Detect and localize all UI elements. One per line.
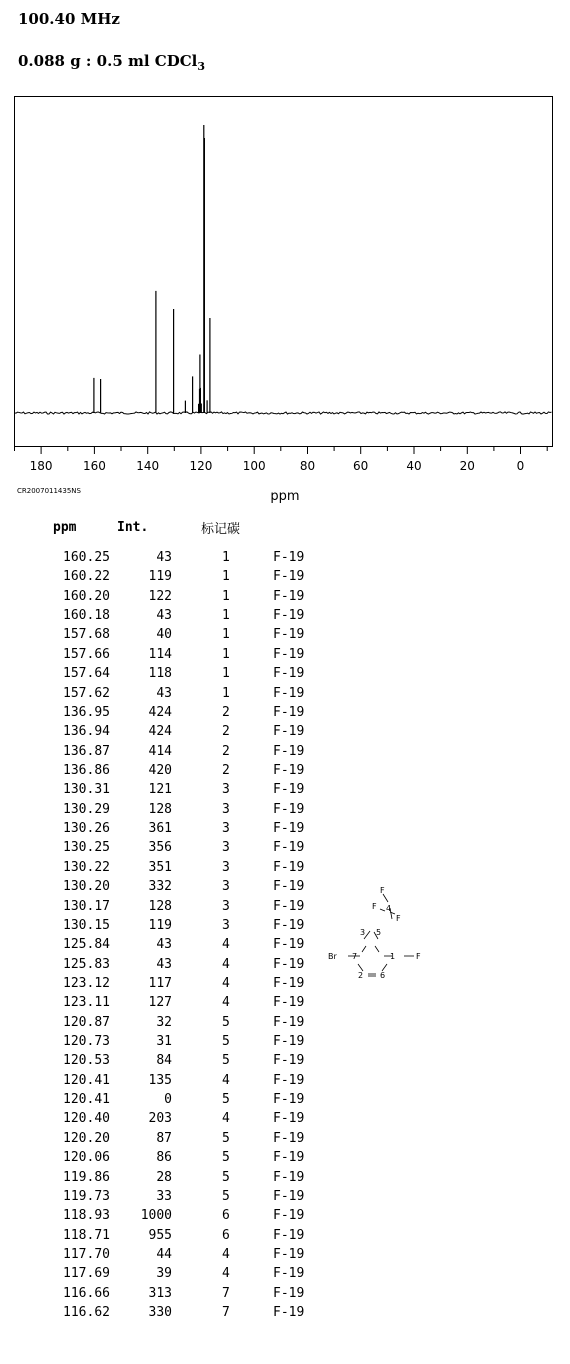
cell-int: 119 bbox=[148, 569, 172, 585]
nmr-spectrum-chart bbox=[0, 88, 570, 508]
cell-ppm: 136.87 bbox=[63, 743, 110, 759]
cell-ppm: 120.41 bbox=[63, 1072, 110, 1088]
cell-coupling: F-19 bbox=[273, 1208, 305, 1224]
x-tick-label: 100 bbox=[242, 459, 266, 473]
cell-ppm: 120.06 bbox=[63, 1150, 110, 1166]
cell-coupling: F-19 bbox=[273, 1111, 305, 1127]
cell-coupling: F-19 bbox=[273, 1092, 305, 1108]
frequency-label: 100.40 MHz bbox=[18, 10, 120, 28]
x-tick-label: 160 bbox=[82, 459, 106, 473]
cell-coupling: F-19 bbox=[273, 743, 305, 759]
sample-main: 0.088 g : 0.5 ml CDCl bbox=[18, 52, 198, 70]
cell-coupling: F-19 bbox=[273, 975, 305, 991]
cell-int: 414 bbox=[148, 743, 172, 759]
cell-coupling: F-19 bbox=[273, 917, 305, 933]
sample-subscript: 3 bbox=[197, 60, 206, 73]
cell-int: 1000 bbox=[140, 1208, 172, 1224]
atom-c4: 4 bbox=[386, 904, 392, 913]
cell-int: 31 bbox=[156, 1034, 172, 1049]
cell-coupling: F-19 bbox=[273, 1247, 305, 1262]
cell-ppm: 117.70 bbox=[63, 1247, 110, 1262]
cell-carbon: 6 bbox=[222, 1227, 230, 1243]
cell-ppm: 136.86 bbox=[63, 763, 110, 778]
x-tick-label: 80 bbox=[299, 459, 316, 473]
cell-coupling: F-19 bbox=[273, 898, 305, 914]
cell-carbon: 5 bbox=[222, 1053, 230, 1069]
cell-int: 43 bbox=[156, 956, 172, 972]
cell-ppm: 130.29 bbox=[63, 801, 110, 817]
cell-int: 356 bbox=[148, 840, 172, 856]
cell-carbon: 4 bbox=[222, 975, 230, 991]
cell-coupling: F-19 bbox=[273, 550, 305, 565]
cell-carbon: 5 bbox=[222, 1014, 230, 1030]
x-axis-title: ppm bbox=[270, 489, 300, 504]
cell-carbon: 5 bbox=[222, 1169, 230, 1185]
atom-f-left: F bbox=[372, 902, 377, 911]
cell-int: 122 bbox=[148, 588, 172, 604]
cell-coupling: F-19 bbox=[273, 937, 305, 953]
table-header-0: ppm bbox=[53, 520, 77, 535]
cell-int: 203 bbox=[148, 1111, 172, 1127]
cell-coupling: F-19 bbox=[273, 608, 305, 624]
cell-coupling: F-19 bbox=[273, 1227, 305, 1243]
cell-int: 43 bbox=[156, 685, 172, 701]
cell-carbon: 2 bbox=[222, 704, 230, 720]
cell-ppm: 130.15 bbox=[63, 917, 110, 933]
cell-carbon: 1 bbox=[222, 627, 230, 643]
cell-carbon: 3 bbox=[222, 801, 230, 817]
cell-carbon: 5 bbox=[222, 1130, 230, 1146]
cell-carbon: 5 bbox=[222, 1092, 230, 1108]
cell-int: 332 bbox=[148, 879, 172, 895]
cell-carbon: 1 bbox=[222, 588, 230, 604]
cell-coupling: F-19 bbox=[273, 1130, 305, 1146]
cell-coupling: F-19 bbox=[273, 1053, 305, 1069]
x-tick-label: 0 bbox=[516, 459, 525, 473]
cell-ppm: 116.62 bbox=[63, 1305, 110, 1320]
cell-ppm: 130.25 bbox=[63, 840, 110, 856]
cell-int: 43 bbox=[156, 550, 172, 565]
cell-int: 330 bbox=[148, 1305, 172, 1320]
cell-ppm: 136.95 bbox=[63, 704, 110, 720]
cell-ppm: 119.86 bbox=[63, 1169, 110, 1185]
cell-int: 43 bbox=[156, 608, 172, 624]
cell-ppm: 157.68 bbox=[63, 627, 110, 643]
cell-ppm: 123.12 bbox=[63, 975, 110, 991]
cell-carbon: 2 bbox=[222, 743, 230, 759]
cell-int: 119 bbox=[148, 917, 172, 933]
cell-int: 117 bbox=[148, 975, 172, 991]
cell-int: 313 bbox=[148, 1285, 172, 1301]
cell-carbon: 6 bbox=[222, 1208, 230, 1224]
cell-coupling: F-19 bbox=[273, 1014, 305, 1030]
x-tick-label: 20 bbox=[459, 459, 475, 473]
cell-ppm: 119.73 bbox=[63, 1188, 110, 1204]
cell-int: 121 bbox=[148, 782, 172, 798]
cell-ppm: 120.73 bbox=[63, 1034, 110, 1049]
cell-int: 955 bbox=[148, 1227, 172, 1243]
atom-c2: 2 bbox=[358, 971, 364, 980]
cell-coupling: F-19 bbox=[273, 1266, 305, 1282]
cell-carbon: 1 bbox=[222, 550, 230, 565]
cell-ppm: 120.87 bbox=[63, 1014, 110, 1030]
cell-int: 114 bbox=[148, 646, 172, 662]
cell-coupling: F-19 bbox=[273, 995, 305, 1011]
cell-int: 0 bbox=[164, 1092, 172, 1108]
atom-c3: 3 bbox=[360, 928, 366, 937]
cell-coupling: F-19 bbox=[273, 821, 305, 836]
cell-coupling: F-19 bbox=[273, 1188, 305, 1204]
cell-int: 361 bbox=[148, 821, 172, 836]
cell-int: 43 bbox=[156, 937, 172, 953]
cell-coupling: F-19 bbox=[273, 782, 305, 798]
cell-ppm: 120.53 bbox=[63, 1053, 110, 1069]
cell-ppm: 117.69 bbox=[63, 1266, 110, 1282]
cell-int: 44 bbox=[156, 1247, 172, 1262]
cell-carbon: 5 bbox=[222, 1188, 230, 1204]
cell-int: 135 bbox=[148, 1072, 172, 1088]
cell-ppm: 130.31 bbox=[63, 782, 110, 798]
cell-coupling: F-19 bbox=[273, 1150, 305, 1166]
cell-ppm: 130.20 bbox=[63, 879, 110, 895]
cell-carbon: 5 bbox=[222, 1034, 230, 1049]
cell-int: 33 bbox=[156, 1188, 172, 1204]
cell-coupling: F-19 bbox=[273, 840, 305, 856]
atom-c5: 5 bbox=[376, 928, 382, 937]
cell-coupling: F-19 bbox=[273, 1305, 305, 1320]
cell-carbon: 2 bbox=[222, 724, 230, 740]
cell-carbon: 3 bbox=[222, 782, 230, 798]
cell-carbon: 3 bbox=[222, 859, 230, 875]
x-axis-ticks bbox=[15, 447, 548, 474]
cell-carbon: 1 bbox=[222, 646, 230, 662]
cell-carbon: 4 bbox=[222, 1072, 230, 1088]
cell-ppm: 160.25 bbox=[63, 550, 110, 565]
cell-ppm: 136.94 bbox=[63, 724, 110, 740]
x-tick-label: 180 bbox=[29, 459, 53, 473]
plot-frame bbox=[15, 97, 553, 447]
cell-coupling: F-19 bbox=[273, 956, 305, 972]
table-header-2: 标记碳 bbox=[201, 522, 241, 537]
cell-int: 128 bbox=[148, 898, 172, 914]
cell-coupling: F-19 bbox=[273, 724, 305, 740]
cell-int: 424 bbox=[148, 704, 172, 720]
cell-ppm: 130.26 bbox=[63, 821, 110, 836]
x-tick-label: 140 bbox=[136, 459, 160, 473]
cell-ppm: 118.71 bbox=[63, 1227, 110, 1243]
cell-int: 424 bbox=[148, 724, 172, 740]
cell-carbon: 7 bbox=[222, 1305, 230, 1320]
cell-coupling: F-19 bbox=[273, 627, 305, 643]
atom-f-ring: F bbox=[416, 952, 421, 961]
cell-carbon: 4 bbox=[222, 1247, 230, 1262]
cell-carbon: 3 bbox=[222, 840, 230, 856]
peaks-group bbox=[94, 125, 210, 413]
cell-carbon: 7 bbox=[222, 1285, 230, 1301]
cell-ppm: 160.18 bbox=[63, 608, 110, 624]
cell-carbon: 3 bbox=[222, 821, 230, 836]
cell-coupling: F-19 bbox=[273, 704, 305, 720]
cell-int: 127 bbox=[148, 995, 172, 1011]
atom-f-right: F bbox=[396, 914, 401, 923]
cell-coupling: F-19 bbox=[273, 685, 305, 701]
cell-int: 87 bbox=[156, 1130, 172, 1146]
cell-carbon: 2 bbox=[222, 763, 230, 778]
cell-carbon: 4 bbox=[222, 1266, 230, 1282]
cell-carbon: 4 bbox=[222, 956, 230, 972]
cell-ppm: 157.66 bbox=[63, 646, 110, 662]
cell-carbon: 5 bbox=[222, 1150, 230, 1166]
cell-ppm: 123.11 bbox=[63, 995, 110, 1011]
cell-carbon: 3 bbox=[222, 879, 230, 895]
cell-carbon: 1 bbox=[222, 685, 230, 701]
cell-carbon: 4 bbox=[222, 1111, 230, 1127]
cell-int: 128 bbox=[148, 801, 172, 817]
cell-int: 86 bbox=[156, 1150, 172, 1166]
cell-int: 39 bbox=[156, 1266, 172, 1282]
table-header-1: Int. bbox=[117, 520, 149, 535]
molecule-structure bbox=[300, 882, 460, 982]
cell-coupling: F-19 bbox=[273, 879, 305, 895]
cell-ppm: 160.20 bbox=[63, 588, 110, 604]
atom-br: Br bbox=[328, 952, 337, 961]
cell-ppm: 120.41 bbox=[63, 1092, 110, 1108]
sample-code: CR2007011435NS bbox=[17, 487, 81, 495]
cell-coupling: F-19 bbox=[273, 801, 305, 817]
cell-coupling: F-19 bbox=[273, 569, 305, 585]
cell-ppm: 130.22 bbox=[63, 859, 110, 875]
cell-coupling: F-19 bbox=[273, 666, 305, 682]
atom-f-top: F bbox=[380, 886, 385, 895]
cell-coupling: F-19 bbox=[273, 1034, 305, 1049]
cell-coupling: F-19 bbox=[273, 646, 305, 662]
cell-int: 420 bbox=[148, 763, 172, 778]
cell-carbon: 1 bbox=[222, 608, 230, 624]
cell-carbon: 3 bbox=[222, 898, 230, 914]
atom-c6: 6 bbox=[380, 971, 386, 980]
cell-carbon: 3 bbox=[222, 917, 230, 933]
cell-coupling: F-19 bbox=[273, 1169, 305, 1185]
cell-ppm: 118.93 bbox=[63, 1208, 110, 1224]
cell-ppm: 116.66 bbox=[63, 1285, 110, 1301]
cell-carbon: 1 bbox=[222, 569, 230, 585]
cell-ppm: 157.64 bbox=[63, 666, 110, 682]
cell-ppm: 125.83 bbox=[63, 956, 110, 972]
cell-ppm: 160.22 bbox=[63, 569, 110, 585]
cell-int: 118 bbox=[148, 666, 172, 682]
cell-coupling: F-19 bbox=[273, 588, 305, 604]
cell-coupling: F-19 bbox=[273, 1285, 305, 1301]
cell-int: 351 bbox=[148, 859, 172, 875]
cell-carbon: 4 bbox=[222, 937, 230, 953]
cell-ppm: 120.20 bbox=[63, 1130, 110, 1146]
atom-c7: 7 bbox=[352, 952, 358, 961]
cell-carbon: 1 bbox=[222, 666, 230, 682]
x-tick-label: 60 bbox=[353, 459, 369, 473]
baseline-noise bbox=[15, 412, 552, 414]
sample-label bbox=[18, 52, 205, 73]
cell-int: 28 bbox=[156, 1169, 172, 1185]
cell-coupling: F-19 bbox=[273, 763, 305, 778]
cell-ppm: 125.84 bbox=[63, 937, 110, 953]
cell-carbon: 4 bbox=[222, 995, 230, 1011]
atom-c1: 1 bbox=[390, 952, 396, 961]
x-tick-label: 120 bbox=[189, 459, 213, 473]
cell-ppm: 130.17 bbox=[63, 898, 110, 914]
cell-coupling: F-19 bbox=[273, 1072, 305, 1088]
cell-int: 40 bbox=[156, 627, 172, 643]
cell-int: 84 bbox=[156, 1053, 172, 1069]
cell-int: 32 bbox=[156, 1014, 172, 1030]
cell-ppm: 120.40 bbox=[63, 1111, 110, 1127]
cell-coupling: F-19 bbox=[273, 859, 305, 875]
cell-ppm: 157.62 bbox=[63, 685, 110, 701]
x-tick-label: 40 bbox=[406, 459, 422, 473]
